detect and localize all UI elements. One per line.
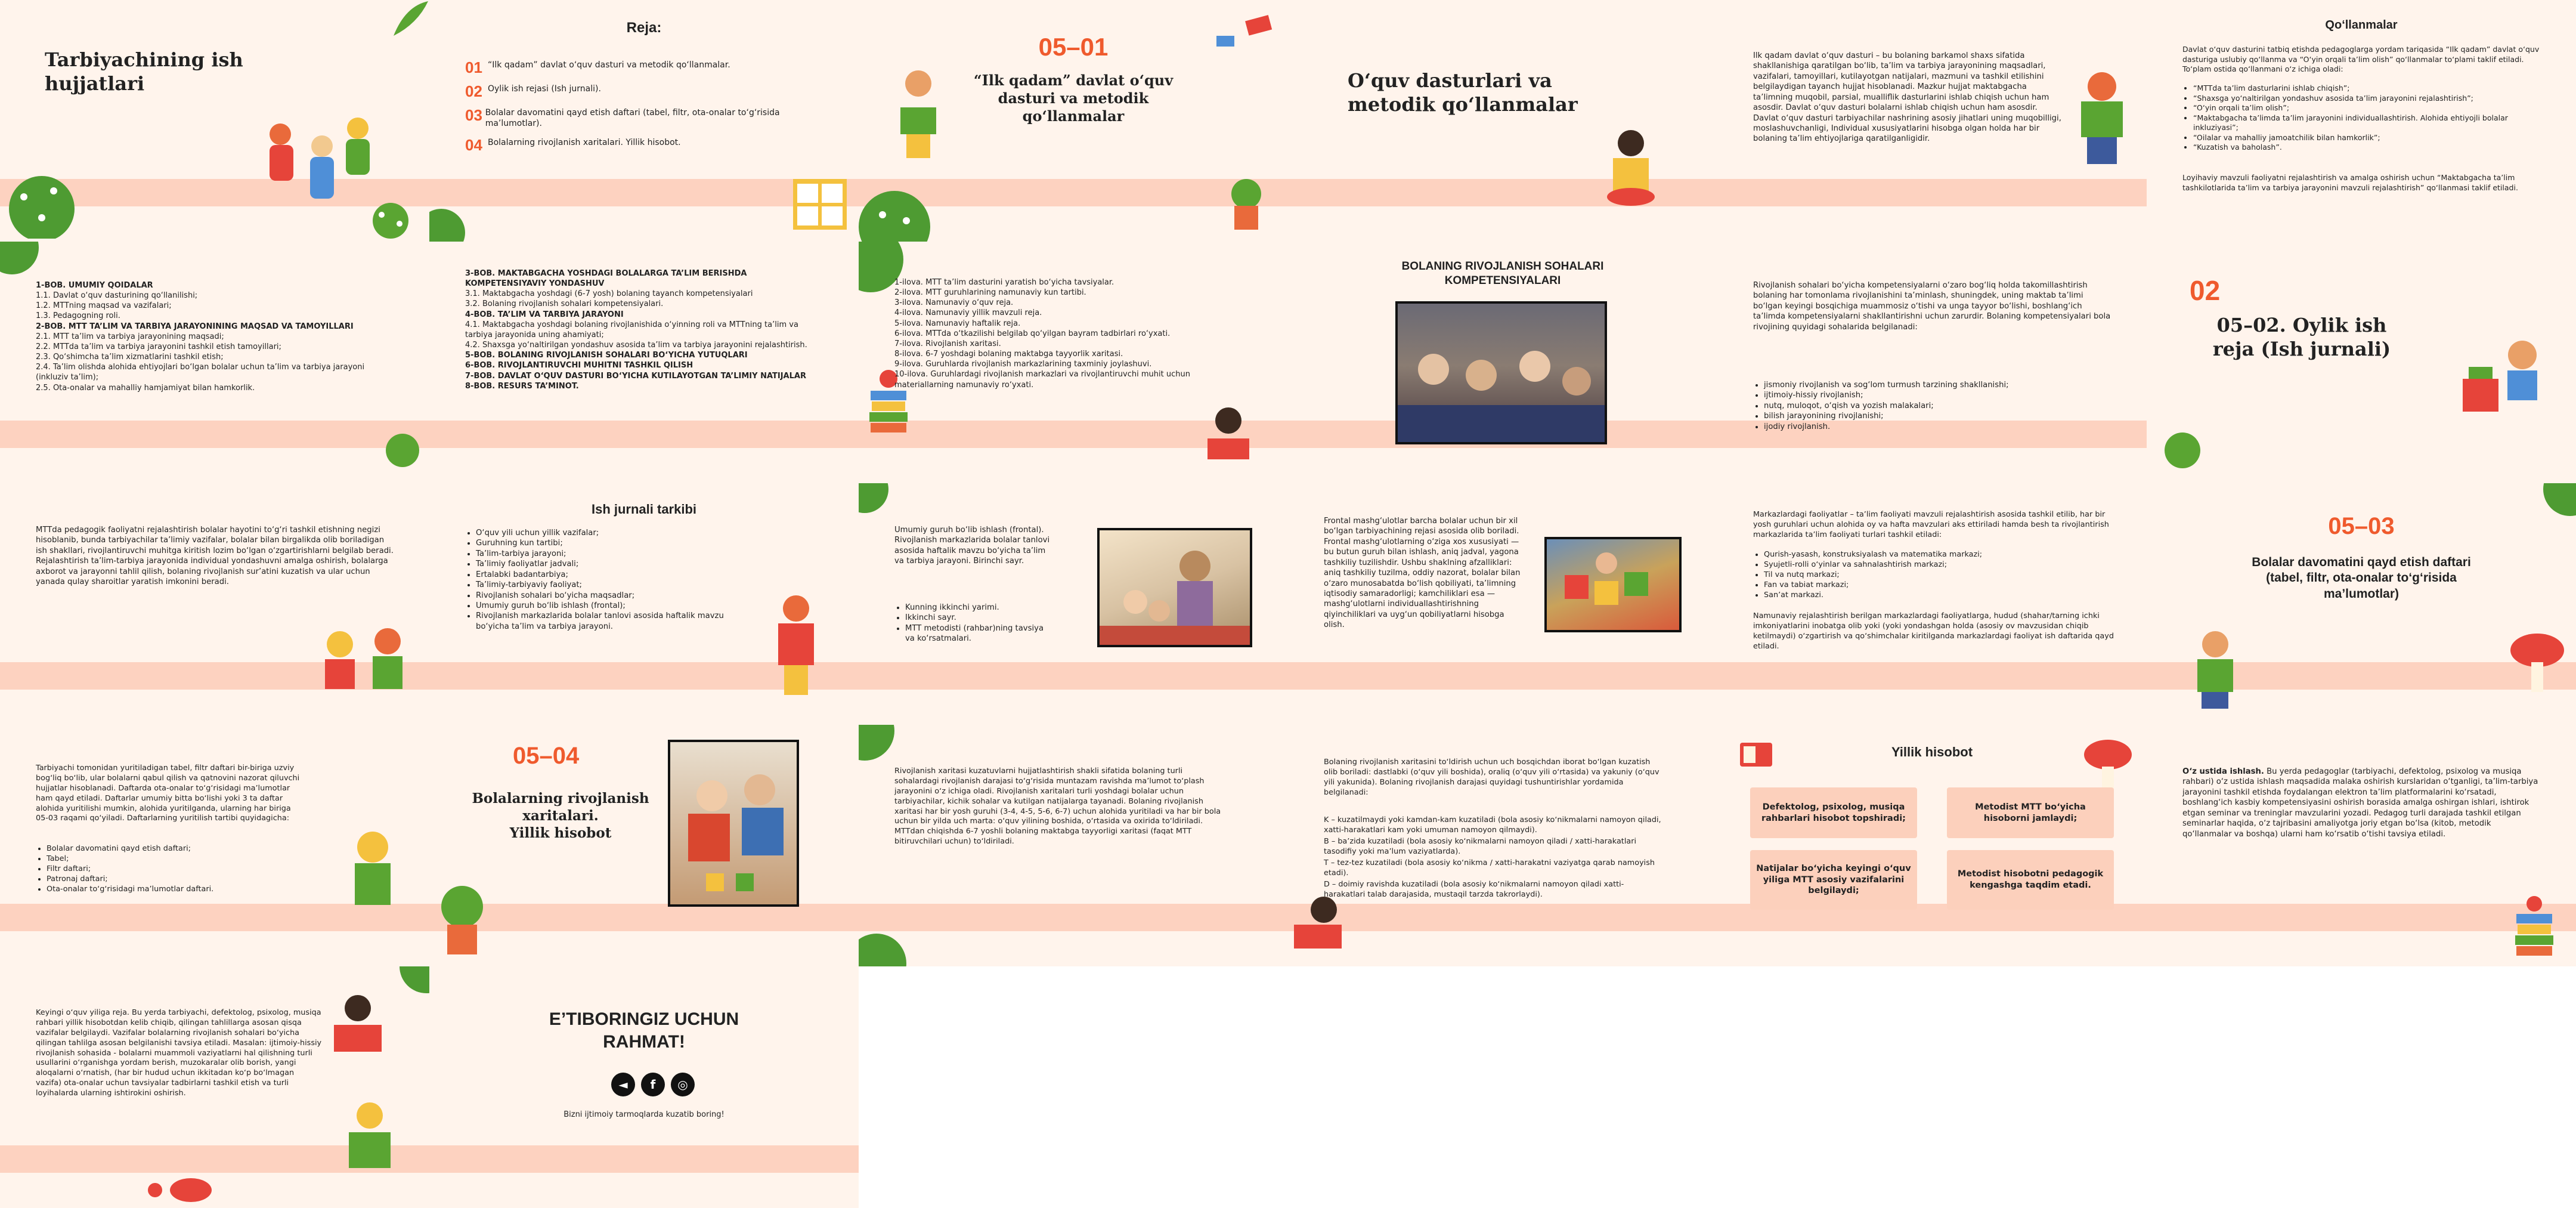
slide-thanks[interactable] [429, 966, 859, 1208]
line-item: 6-ilova. MTTda o‘tkazilishi belgilab qo‘yilgan bayram tadbirlari ro‘yxati. [894, 329, 1171, 338]
slide-journal-contents[interactable] [429, 483, 859, 725]
list-item: • MTT metodisti (rahbar)ning tavsiya va ko‘rsatmalari. [905, 623, 1055, 644]
scale-intro: Bolaning rivojlanish xaritasini to‘ldirish uchun uch bosqichdan iborat bo‘lgan kuzatish olib boriladi: dastlabki (o‘quv yili boshida), oraliq (o‘quv yili o‘rtasida) va yakuniy (o‘quv yili yakunida). Bolaning rivojlanish darajasi quyidagi tushuntirishlar yordamida belgilanadi: [1324, 758, 1659, 797]
slide-band [0, 421, 429, 448]
chapters-list-2 [465, 268, 823, 391]
agenda-number: 01 [465, 58, 482, 76]
slide-title-heading: Tarbiyachining ish hujjatlari [45, 48, 243, 95]
slide-band [429, 421, 859, 448]
slide-self-development[interactable] [2147, 725, 2576, 966]
agenda-text: Oylik ish rejasi (Ish jurnali). [488, 84, 601, 94]
teacher-children-icon [1100, 530, 1252, 647]
slide-planning[interactable] [0, 483, 429, 725]
list-item: • bilish jarayonining rivojlanishi; [1764, 411, 2111, 421]
section-title: “Ilk qadam” davlat o‘quv dasturi va metodik qo‘llanmalar [973, 72, 1174, 125]
areas-intro: Rivojlanish sohalari bo‘yicha kompetensiyalarni o‘zaro bog‘liq holda takomillashtirish bolaning har tomonlama rivojlanishini ta’minlash, shuningdek, uning maktab ta’limi bo‘lgan keyingi bosqichiga muammosiz o‘tishi va unga tayyor bo‘lishi, boshlang‘ich ta’limda kompetensiyalarni shakllantirishni uchun zarurdir. Bolaning kompetensiyalari bola rivojining quyidagi sohalarida belgilanadi: [1753, 281, 2111, 332]
agenda-text: “Ilk qadam” davlat o‘quv dasturi va metodik qo‘llanmalar. [488, 60, 730, 70]
slide-development-areas[interactable] [1717, 242, 2147, 483]
frontal-intro: Umumiy guruh bo‘lib ishlash (frontal). Rivojlanish markazlarida bolalar tanlovi asosida haftalik mavzu bo‘yicha ta’lim va tarbiya jarayoni. Birinchi sayr. [894, 526, 1050, 566]
manuals-intro: Davlat o‘quv dasturini tatbiq etishda pedagoglarga yordam tariqasida “Ilk qadam” davlat o‘quv dasturiga uslubiy qo‘llanma va “O‘yin orqali ta’lim olish” qo‘llanmalar to‘plami taklif etiladi. To‘plam ostida qo‘llanmani o‘z ichiga oladi: [2182, 45, 2540, 73]
boy-book-icon [2069, 66, 2135, 167]
list-item: • “Shaxsga yo‘naltirilgan yondashuv asosida ta’lim jarayonini rejalashtirish”; [2193, 94, 2540, 104]
list-item: • Ta’limiy faoliyatlar jadvali; [476, 559, 727, 569]
list-item: • Fan va tabiat markazi; [1764, 580, 2117, 591]
dev-map-text: Rivojlanish xaritasi kuzatuvlarni hujjatlashtirish shakli sifatida bolaning turli sohalardagi rivojlanish darajasi to‘g‘risida muntazam ravishda ma’lumot to‘plash jarayonini o‘z ichiga oladi. Rivojlanish xaritalari turli yoshdagi bolalar uchun tarbiyachilar, kichik sohalar va kutilgan natijalarga tayanadi. Bolaning rivojlanish xaritasi har bir yosh guruhi (3-4, 4-5, 5-6, 6-7) uchun alohida yuritiladi va har bir bola uchun bir yilda uch marta: o‘quv yilining boshida, o‘rtasida va oxirida to‘ldiriladi. MTTdan chiqishda 6-7 yoshli bolaning maktabga tayyorligi xaritasi (faqat MTT bitiruvchilari uchun) to‘ldiriladi. [894, 767, 1221, 846]
list-item: • “O‘yin orqali ta’lim olish”; [2193, 103, 2540, 113]
centers-list [1753, 550, 2117, 600]
empty-cell [859, 966, 1288, 1208]
line-item: 1.3. Pedagogning roli. [36, 311, 120, 321]
potted-plant-icon [1216, 173, 1276, 233]
girl-reading-icon [322, 990, 394, 1080]
program-text: Ilk qadam davlat o‘quv dasturi – bu bolaning barkamol shaxs sifatida shakllanishiga qaratilgan bo‘lib, ta’lim va tarbiya jarayonining maqsadlari, vazifalari, tamoyillari, kutilayotgan natijalari, mazmuni va tashkil etilishini belgilaydigan tayanch hujjat hisoblanadi. Mazkur hujjat maktabgacha ta’limning muqobil, parsial, mualliflik dasturlarini ishlab chiqish uchun ham asosdir. Davlat o‘quv dasturi bolalarni ishlab chiqish uchun ham asosdir. Davlat o‘quv dasturi tarbiyachilar nashrining asosiy jihatlari uning muqobilligi, moslashuvchanligi, Individual xususiyatlarini hisobga olgan holda har bir bolaning ta’lim ehtiyojlariga qaratilganligidir. [1753, 51, 2061, 144]
slide-heading: O‘quv dasturlari va metodik qo‘llanmalar [1348, 69, 1578, 116]
potted-plant-icon [429, 880, 495, 963]
line-item: 6-BOB. RIVOJLANTIRUVCHI MUHITNI TASHKIL QILISH [465, 361, 693, 370]
slide-frontal[interactable] [859, 483, 1288, 725]
slide-annual-report[interactable] [1717, 725, 2147, 966]
telegram-icon[interactable]: ◄ [611, 1073, 635, 1096]
empty-cell [2147, 966, 2576, 1208]
bush-decoration-icon [6, 149, 89, 239]
list-item: • Til va nutq markazi; [1764, 570, 2117, 580]
list-item: • Ota-onalar to‘g‘risidagi ma’lumotlar daftari. [47, 885, 304, 895]
line-item: 2.2. MTTda ta’lim va tarbiya jarayonini tashkil etish tamoyillari; [36, 342, 281, 351]
kids-blocks-photo [668, 740, 799, 907]
section-number: 02 [2190, 275, 2221, 306]
next-year-text: Keyingi o‘quv yiliga reja. Bu yerda tarbiyachi, defektolog, psixolog, musiqa rahbari yillik hisobotdan kelib chiqib, qilingan tahlillarga asosan qisqa vazifalar belgilaydi. Vazifalar bolalarning rivojlanish sohalari bo‘yicha qilingan tahlilga asosan belgilanishi tavsiya etiladi. Masalan: ijtimoiy-hissiy rivojlanish sohasida - bolalarni muammoli vaziyatlarni hal qilishning turli usullarini o‘rganishga yordam berish, muzokaralar olib borish, yangi aloqalarni o‘rnatish, (har bir hudud uchun ikkitadan ko‘p bo‘lmagan vazifa) ota-onalar uchun tavsiyalar tadbirlarni tashkil etish va turli loyihalarda ularning ishtirokini oshirish. [36, 1008, 322, 1098]
list-item: • Rivojlanish sohalari bo‘yicha maqsadlar; [476, 591, 727, 601]
manuals-outro: Loyihaviy mavzuli faoliyatni rejalashtirish va amalga oshirish uchun “Maktabgacha ta’lim tashkilotlarida ta’lim va tarbiya jarayonini mavzuli rejalashtirish” qo‘llanmasi taklif etiladi. [2182, 173, 2518, 192]
section-title: Bolalar davomatini qayd etish daftari (tabel, filtr, ota-onalar to‘g‘risida ma’lumotlar) [2252, 555, 2471, 601]
list-item: • ijodiy rivojlanish. [1764, 422, 2111, 432]
potted-plant-icon [2147, 427, 2218, 483]
bush-decoration-icon [859, 922, 924, 966]
line-item: 1-BOB. UMUMIY QOIDALAR [36, 281, 153, 290]
empty-cell [1717, 966, 2147, 1208]
line-item: 3.1. Maktabgacha yoshdagi (6-7 yosh) bolaning tayanch kompetensiyalari [465, 289, 753, 299]
competencies-title: BOLANING RIVOJLANISH SOHALARI KOMPETENSIYALARI [1401, 260, 1604, 287]
slide-band [1717, 179, 2147, 206]
kids-photo-icon [670, 742, 799, 907]
agenda-number: 03 [465, 106, 482, 124]
line-item: 4.2. Shaxsga yo‘naltirilgan yondashuv asosida ta’lim va tarbiya jarayonini rejalashtirish. [465, 341, 807, 350]
thanks-title: E’TIBORINGIZ UCHUN RAHMAT! [549, 1009, 739, 1052]
frontal-details-text: Frontal mashg‘ulotlar barcha bolalar uchun bir xil bo‘lgan tarbiyachining rejasi asosida olib boriladi. Frontal mashg‘ulotlarning o‘ziga xos xususiyati — bu butun guruh bilan ishlash, aniq jadval, yagona tashkiliy tuzilishdir. Ushbu shaklning afzalliklari: aniq tashkiliy tuzilma, oddiy nazorat, bolalar bilan o‘zaro munosabatda bo‘lish qobiliyati, ta’limning iqtisodiy samaradorligi; kamchiliklari esa — mashg‘ulotlarni individuallashtirishning qiyinchiliklari va uyg‘un qobiliyatlarni hisobga olish. [1324, 517, 1521, 630]
slide-section-02[interactable] [2147, 242, 2576, 483]
line-item: 3.2. Bolaning rivojlanish sohalari kompetensiyalari. [465, 299, 664, 309]
bush-decoration-icon [859, 725, 906, 773]
report-box: Natijalar bo‘yicha keyingi o‘quv yiliga MTT asosiy vazifalarini belgilaydi; [1750, 850, 1917, 910]
boy-blocks-icon [2457, 331, 2558, 415]
list-item: • Patronaj daftari; [47, 875, 304, 885]
line-item: 1-ilova. MTT ta’lim dasturini yaratish bo‘yicha tavsiyalar. [894, 278, 1114, 287]
centers-outro: Namunaviy rejalashtirish berilgan markazlardagi faoliyatlarga, hudud (shahar/tarning ichki imkoniyatlarini inobatga olib yoki (yoki yondashgan holda (asosiy ov mavzusidan chiqib ketilmaydi) o‘zgartirish va qo‘shimchalar kiritilganda markazlardagi faoliyat ish daftarida qayd etiladi. [1753, 611, 2114, 651]
slide-section-01[interactable] [859, 0, 1288, 242]
slide-next-year[interactable] [0, 966, 429, 1208]
list-item: • “Oilalar va mahalliy jamoatchilik bilan hamkorlik”; [2193, 133, 2540, 143]
agenda-number: 04 [465, 136, 482, 155]
list-item: • “Maktabgacha ta’limda ta’lim jarayonini individuallashtirish. Alohida ehtiyojli bolalar inkluziyasi”; [2193, 113, 2540, 133]
list-item: • Ta’limiy-tarbiyaviy faoliyat; [476, 580, 727, 590]
line-item: 9-ilova. Guruhlarda rivojlanish markazlarining taxminiy joylashuvi. [894, 360, 1152, 369]
kids-dancing-icon [751, 588, 841, 701]
scale-k: K – kuzatilmaydi yoki kamdan-kam kuzatiladi (bola asosiy ko‘nikmalarni namoyon qiladi, xatti-harakatlari kam yoki umuman namoyon qilmaydi). [1324, 815, 1661, 835]
agenda-number: 02 [465, 82, 482, 100]
slide-dev-map[interactable] [859, 725, 1288, 966]
section-number: 05–01 [1038, 33, 1109, 61]
list-item: • jismoniy rivojlanish va sog‘lom turmush tarzining shakllanishi; [1764, 380, 2111, 390]
scale-b: B – ba’zida kuzatiladi (bola asosiy ko‘nikmalarni namoyon qiladi / xatti-harakatlari tasodifiy yoki ma’lum vaziyatlarda). [1324, 837, 1637, 856]
list-item: • Ikkinchi sayr. [905, 613, 1055, 623]
slide-band [1717, 662, 2147, 690]
books-stack-icon [2510, 895, 2558, 963]
line-item: 1.1. Davlat o‘quv dasturining qo‘llanilishi; [36, 291, 198, 301]
line-item: 2-BOB. MTT TA’LIM VA TARBIYA JARAYONINING MAQSAD VA TAMOYILLARI [36, 322, 354, 331]
journal-list [465, 528, 727, 632]
slide-section-04[interactable] [429, 725, 859, 966]
boy-reading-icon [334, 1098, 405, 1199]
agenda-item [465, 137, 799, 153]
line-item: 7-ilova. Rivojlanish xaritasi. [894, 339, 1001, 348]
self-dev-text [2182, 767, 2540, 839]
agenda-item [465, 84, 799, 99]
slide-appendices[interactable] [859, 242, 1288, 483]
attendance-intro: Tarbiyachi tomonidan yuritiladigan tabel, filtr daftari bir-biriga uzviy bog‘liq bo‘lib, ular bolalarni qabul qilish va qatnovini nazorat qiluvchi hujjatlar hisoblanadi. Daftarda ota-onalar to‘g‘risidagi ma’lumotlar ham qayd etiladi. Daftarlar umumiy bitta bo‘lishi yoki 3 ta daftar alohida yuritilishi mumkin, alohida yuritilganda, ularning har biriga 05-03 raqami qo‘yiladi. Daftarlarning yuritilish tartibi quyidagicha: [36, 764, 300, 823]
line-item: 2.3. Qo‘shimcha ta’lim xizmatlarini tashkil etish; [36, 353, 224, 362]
slide-band [429, 1145, 859, 1173]
bush-decoration-icon [429, 197, 477, 242]
report-box: Defektolog, psixolog, musiqa rahbarlari hisobot topshiradi; [1750, 787, 1917, 838]
line-item: 8-BOB. RESURS TA’MINOT. [465, 381, 579, 391]
list-item: • Ta’lim-tarbiya jarayoni; [476, 549, 727, 559]
slide-curricula[interactable] [1288, 0, 1717, 242]
mushroom-icon [2504, 626, 2570, 704]
scale-t: T – tez-tez kuzatiladi (bola asosiy ko‘nikma / xatti-harakatni vaziyatga qarab namoyish etadi). [1324, 858, 1655, 878]
agenda-item [465, 107, 799, 129]
section-number: 05–03 [2328, 513, 2395, 539]
girl-waving-icon [334, 826, 411, 922]
bush-decoration-icon [859, 483, 900, 519]
areas-list [1753, 380, 2111, 432]
manuals-title: Qo‘llanmalar [2325, 18, 2398, 32]
sprout-icon [382, 427, 423, 474]
line-item: 2-ilova. MTT guruhlarining namunaviy kun tartibi. [894, 288, 1086, 298]
list-item: • Rivojlanish markazlarida bolalar tanlovi asosida haftalik mavzu bo‘yicha ta’lim va tarbiya jarayoni. [476, 611, 727, 632]
follow-text: Bizni ijtimoiy tarmoqlarda kuzatib boring! [564, 1110, 724, 1119]
line-item: 1.2. MTTning maqsad va vazifalari; [36, 301, 172, 311]
line-item: 3-BOB. MAKTABGACHA YOSHDAGI BOLALARGA TA’LIM BERISHDA KOMPETENSIYAVIY YONDASHUV [465, 269, 747, 289]
agenda-title: Reja: [626, 20, 662, 36]
list-item: • Tabel; [47, 854, 304, 864]
list-item: • “Kuzatish va baholash”. [2193, 143, 2540, 153]
leaf-decoration-icon [388, 0, 429, 42]
line-item: 2.5. Ota-onalar va mahalliy hamjamiyat bilan hamkorlik. [36, 383, 255, 393]
section-title: 05–02. Oylik ish reja (Ish jurnali) [2212, 314, 2391, 360]
slide-frontal-details[interactable] [1288, 483, 1717, 725]
attendance-list [36, 844, 304, 894]
report-box: Metodist hisobotni pedagogik kengashga taqdim etadi. [1947, 850, 2114, 910]
appendix-list [894, 277, 1228, 390]
journal-title: Ish jurnali tarkibi [591, 502, 697, 517]
frontal-list [894, 603, 1055, 644]
boy-reading-icon [1288, 892, 1354, 963]
classroom-photo [1395, 301, 1607, 444]
list-item: • San’at markazi. [1764, 591, 2117, 601]
list-item: • Filtr daftari; [47, 864, 304, 875]
report-box: Metodist MTT bo‘yicha hisoborni jamlaydi; [1947, 787, 2114, 838]
toys-photo [1544, 537, 1682, 632]
line-item: 5-BOB. BOLANING RIVOJLANISH SOHALARI BO‘YICHA YUTUQLARI [465, 351, 748, 360]
slide-competencies[interactable] [1288, 242, 1717, 483]
list-item: • Umumiy guruh bo‘lib ishlash (frontal); [476, 601, 727, 611]
facebook-icon[interactable]: f [641, 1073, 665, 1096]
slide-chapters-1[interactable] [0, 242, 429, 483]
scale-d: D – doimiy ravishda kuzatiladi (bola asosiy ko‘nikmalarni namoyon qiladi xatti-harakatlari talab darajasida, mustaqil tarzda takrorlaydi). [1324, 880, 1624, 899]
line-item: 4.1. Maktabgacha yoshdagi bolaning rivojlanishida o‘yinning roli va MTTning ta’lim va tarbiya jarayonida uning ahamiyati; [465, 320, 798, 339]
section-title: Bolalarning rivojlanish xaritalari. Yillik hisobot [472, 790, 649, 841]
bush-decoration-icon [859, 179, 948, 242]
list-item: • O‘quv yili uchun yillik vazifalar; [476, 528, 727, 538]
list-item: • nutq, muloqot, o‘qish va yozish malakalari; [1764, 401, 2111, 411]
line-item: 8-ilova. 6-7 yoshdagi bolaning maktabga tayyorlik xaritasi. [894, 350, 1123, 359]
line-item: 5-ilova. Namunaviy haftalik reja. [894, 319, 1021, 328]
line-item: 3-ilova. Namunaviy o‘quv reja. [894, 298, 1014, 308]
line-item: 2.4. Ta’lim olishda alohida ehtiyojlari bo‘lgan bolalar uchun ta’lim va tarbiya jarayoni (inkluziv ta’lim); [36, 363, 365, 382]
slide-section-03[interactable] [2147, 483, 2576, 725]
empty-cell [1288, 966, 1717, 1208]
list-item: • ijtimoiy-hissiy rivojlanish; [1764, 390, 2111, 400]
toy-blocks-icon [1547, 539, 1682, 632]
list-item: • Kunning ikkinchi yarimi. [905, 603, 1055, 613]
children-reading-icon [310, 620, 417, 710]
line-item: 4-BOB. TA’LIM VA TARBIYA JARAYONI [465, 310, 624, 319]
slide-band [859, 662, 1288, 690]
chapters-list [36, 280, 394, 393]
bush-decoration-icon [0, 242, 48, 283]
manuals-list [2182, 84, 2540, 153]
self-dev-body: Bu yerda pedagoglar (tarbiyachi, defektolog, psixolog va musiqa rahbari) o‘z ustida ishlash maqsadida malaka oshirish kurslaridan o‘tganligi, ta’lim-tarbiya jarayonini tashkil etishda foydalangan elektron ta’lim platformalarini ko‘rsatadi, boshlang‘ich kasbiy kompetensiyasini oshirish borasida amalga oshirgan ishlari, ishtirok etgan seminar va treninglar mavzularini yozadi. Pedagog turli darajada tashkil etilgan seminarlar haqida, o‘z tajribasini amaliyotga joriy etgan bo‘lsa (kitob, metodik qo‘llanmalar va boshqa) ularni ham ko‘rsatib o‘tishi tavsiya etiladi. [2182, 767, 2538, 839]
girl-reading-icon [1199, 403, 1258, 468]
mushroom-icon [2075, 731, 2141, 796]
slide-dev-scale[interactable] [1288, 725, 1717, 966]
agenda-text: Bolalar davomatini qayd etish daftari (tabel, filtr, ota-onalar to‘g‘risida ma’lumotlar). [485, 108, 780, 129]
slide-attendance[interactable] [0, 725, 429, 966]
slide-program-description[interactable] [1717, 0, 2147, 242]
slide-centers[interactable] [1717, 483, 2147, 725]
slide-chapters-2[interactable] [429, 242, 859, 483]
plant-icon [364, 197, 417, 239]
line-item: 4-ilova. Namunaviy yillik mavzuli reja. [894, 308, 1042, 318]
planning-text: MTTda pedagogik faoliyatni rejalashtirish bolalar hayotini to‘g‘ri tashkil etishning negizi hisoblanib, bunda tarbiyachilar ta’limiy vazifalar, bolalar bilan birgalikda olib boriladigan ish shakllari, rivojlantiruvchi muhitga kiritish lozim bo‘lgan o‘zgartirishlarni belgilab beradi. Rejalashtirish ta’lim-tarbiya jarayonida individual yondashuvni amalga oshirish, bolalarga axborot va jarayonni tahlil qilish, bolaning rivojlanish sur’atini kuzatish va ular uchun yanada qulay sharoitlar yaratish imkonini beradi. [36, 526, 394, 587]
slide-manuals[interactable] [2147, 0, 2576, 242]
centers-intro: Markazlardagi faoliyatlar – ta’lim faoliyati mavzuli rejalashtirish asosida tashkil etilib, har bir yosh guruhlari uchun alohida oy va hafta mavzulari aks ettiriladi hamda besh ta rivojlantirish markazlarida ta’lim faoliyati turlari tashkil etiladi: [1753, 510, 2109, 539]
list-item: • Qurish-yasash, konstruksiyalash va matematika markazi; [1764, 550, 2117, 560]
list-item: • Syujetli-rolli o‘yinlar va sahnalashtirish markazi; [1764, 560, 2117, 570]
slide-agenda[interactable] [429, 0, 859, 242]
children-photo-icon [1398, 304, 1607, 444]
girl-drum-icon [1598, 125, 1664, 215]
slide-title[interactable] [0, 0, 429, 242]
list-item: • Bolalar davomatini qayd etish daftari; [47, 844, 304, 854]
line-item: 7-BOB. DAVLAT O‘QUV DASTURI BO‘YICHA KUTILAYOTGAN TA’LIMIY NATIJALAR [465, 371, 806, 381]
list-item: • Ertalabki badantarbiya; [476, 570, 727, 580]
agenda-text: Bolalarning rivojlanish xaritalari. Yillik hisobot. [488, 138, 681, 148]
girl-reading-icon [891, 66, 945, 161]
line-item: 10-ilova. Guruhlardagi rivojlanish markazlari va rivojlantiruvchi muhit uchun materiallarning namunaviy ro‘yxati. [894, 370, 1190, 390]
report-title: Yillik hisobot [1891, 744, 1973, 759]
section-number: 05–04 [513, 743, 580, 769]
agenda-item [465, 60, 799, 75]
drum-icon [131, 1172, 221, 1208]
agenda-list [465, 60, 799, 161]
line-item: 2.1. MTT ta’lim va tarbiya jarayonining maqsadi; [36, 332, 224, 341]
self-dev-lead: O‘z ustida ishlash. [2182, 767, 2264, 776]
instagram-icon[interactable]: ◎ [671, 1073, 695, 1096]
list-item: • Guruhning kun tartibi; [476, 538, 727, 548]
teacher-class-photo [1097, 528, 1252, 647]
boy-walking-icon [2188, 626, 2242, 710]
slide-band [1288, 662, 1717, 690]
shelf-icon [790, 167, 850, 233]
list-item: • “MTTda ta’lim dasturlarini ishlab chiqish”; [2193, 84, 2540, 94]
